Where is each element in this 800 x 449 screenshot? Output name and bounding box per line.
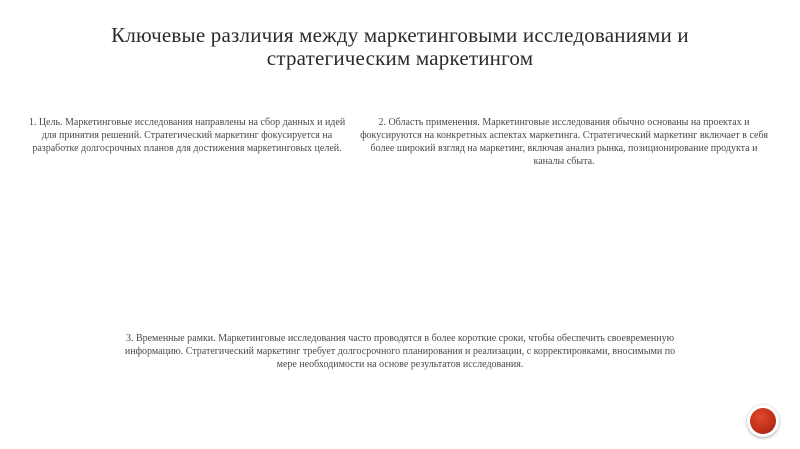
paragraph-scope: 2. Область применения. Маркетинговые исследования обычно основаны на проектах и фокусируются на конкретных аспектах маркетинга. Стратегический маркетинг включает в себя более широкий взгляд на маркетинг, включая анализ рынка, позиционирование продукта и каналы сбыта. — [360, 117, 768, 167]
next-slide-button[interactable] — [747, 405, 779, 437]
paragraph-timeframe: 3. Временные рамки. Маркетинговые исследования часто проводятся в более короткие сроки, чтобы обеспечить своевременную информацию. Стратегический маркетинг требует долгосрочного планирования и реализации, с корректировками, вносимыми по мере необходимости на основе результатов исследования. — [124, 333, 676, 370]
red-circle-icon — [750, 408, 776, 434]
paragraph-goal: 1. Цель. Маркетинговые исследования направлены на сбор данных и идей для принятия решений. Стратегический маркетинг фокусируется на разработке долгосрочных планов для достижения маркетинговых целей. — [28, 117, 346, 154]
slide-title: Ключевые различия между маркетинговыми исследованиями и стратегическим маркетингом — [111, 23, 689, 70]
